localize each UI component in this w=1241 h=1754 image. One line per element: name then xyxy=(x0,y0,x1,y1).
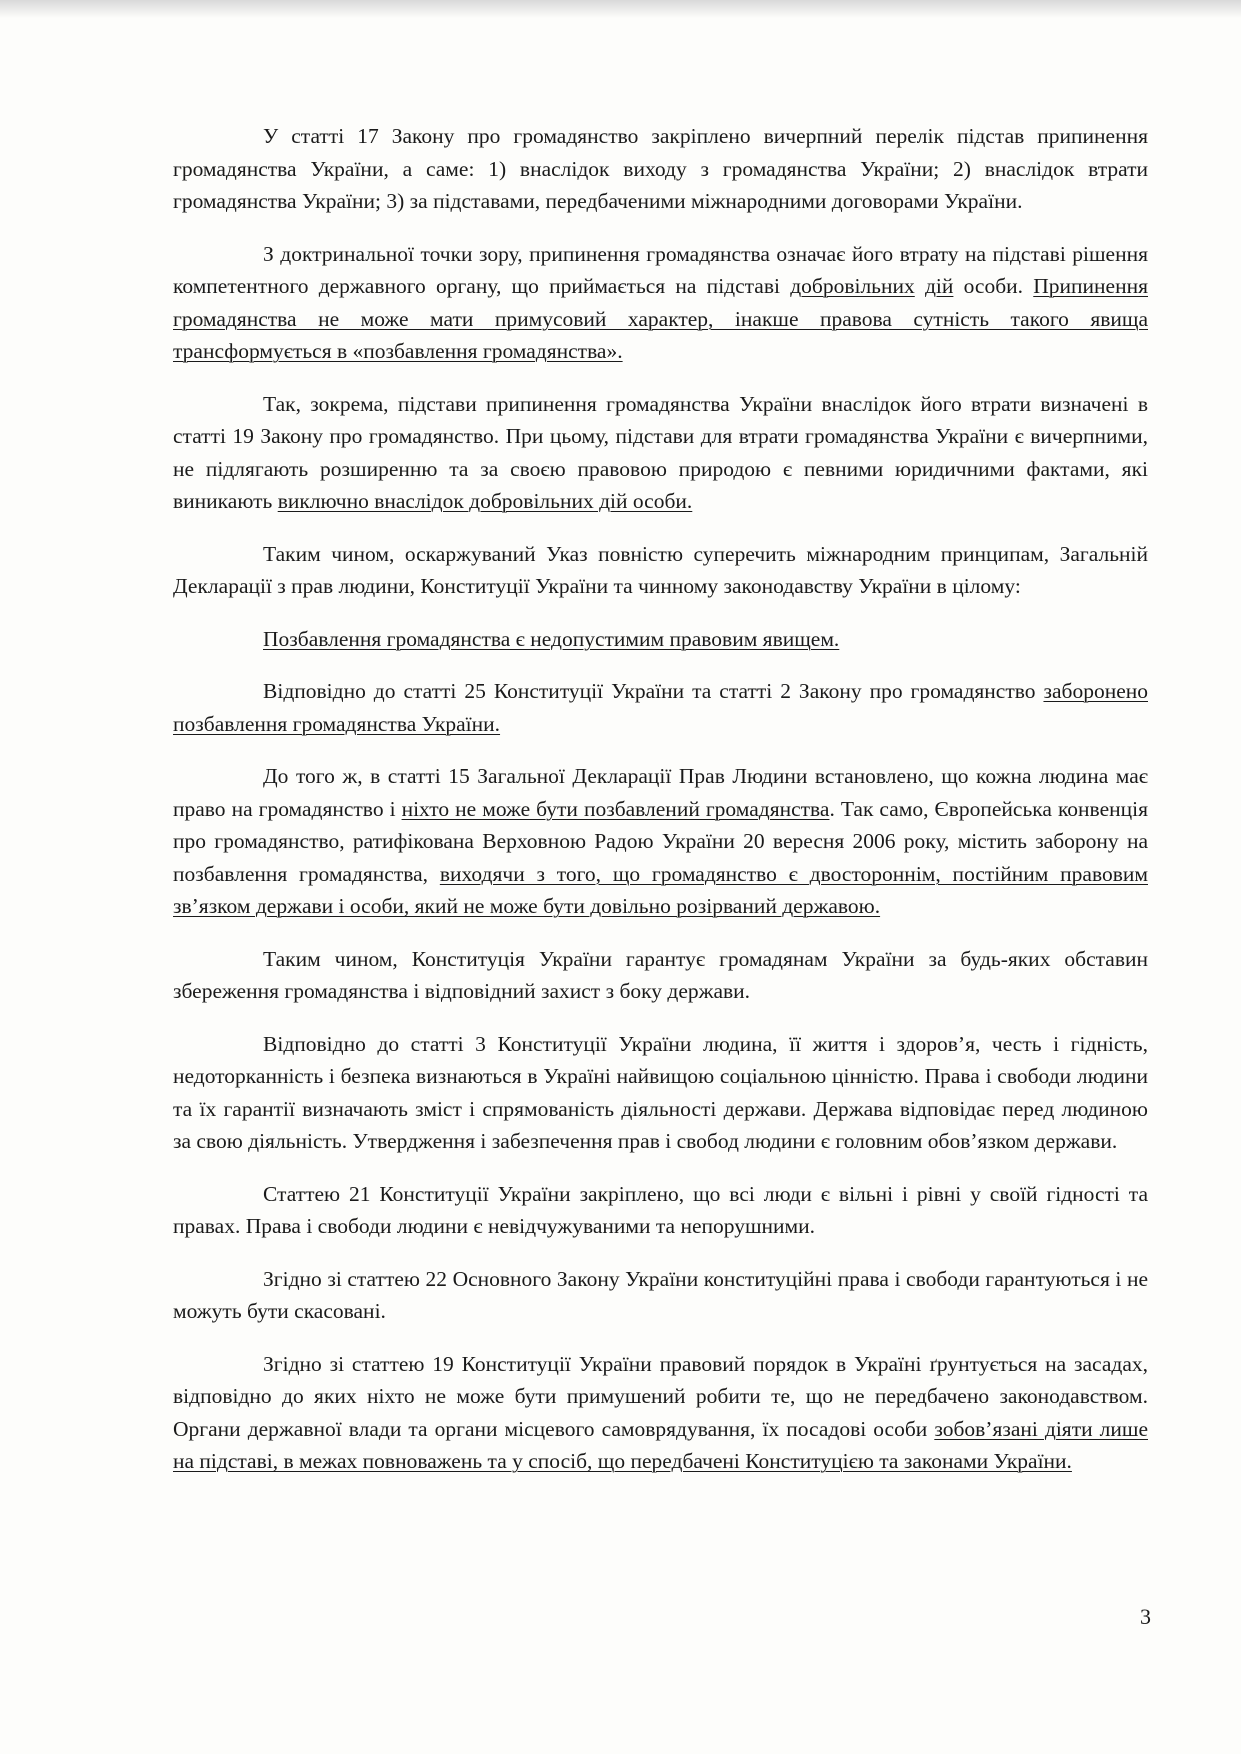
text-segment: З доктринальної точки зору, припинення громадянства означає його втрату на підставі рішення компетентного державного органу, що приймається на підставі xyxy=(173,241,1148,298)
text-segment: У статті 17 Закону про громадянство закріплено вичерпний перелік підстав припинення громадянства України, а саме: 1) внаслідок виходу з громадянства України; 2) внаслідок втрати громадянства України; 3) за підставами, передбаченими міжнародними договорами України. xyxy=(173,124,1148,213)
text-segment: Таким чином, Конституція України гарантує громадянам України за будь-яких обставин збереження громадянства і відповідний захист з боку держави. xyxy=(173,946,1148,1003)
text-segment xyxy=(915,274,925,298)
underlined-text: виключно внаслідок добровільних дій особи. xyxy=(277,489,693,513)
underlined-text: заборонено позбавлення громадянства України. xyxy=(173,679,1148,736)
paragraph xyxy=(173,1028,1148,1158)
paragraph xyxy=(173,538,1148,603)
underlined-text: зобов’язані діяти лише на підставі, в межах повноважень та у спосіб, що передбачені Конституцією та законами України. xyxy=(173,1416,1148,1473)
text-segment: Так, зокрема, підстави припинення громадянства України внаслідок його втрати визначені в статті 19 Закону про громадянство. При цьому, підстави для втрати громадянства України є вичерпними, не підлягають розширенню та за своєю правовою природою є певними юридичними фактами, які виникають xyxy=(173,391,1148,513)
underlined-text: виходячи з того, що громадянство є двостороннім, постійним правовим зв’язком держави і особи, який не може бути довільно розірваний державою. xyxy=(173,861,1148,918)
paragraph xyxy=(173,238,1148,368)
paragraph xyxy=(173,1348,1148,1478)
paragraph xyxy=(173,1263,1148,1328)
paragraph xyxy=(173,120,1148,218)
paragraph xyxy=(173,943,1148,1008)
page-number: 3 xyxy=(1140,1604,1151,1629)
text-segment: . Так само, Європейська конвенція про громадянство, ратифікована Верховною Радою України 20 вересня 2006 року, містить заборону на позбавлення громадянства, xyxy=(173,796,1148,886)
text-segment: Відповідно до статті 25 Конституції України та статті 2 Закону про громадянство xyxy=(263,679,1044,703)
text-segment: Відповідно до статті 3 Конституції України людина, її життя і здоров’я, честь і гідність, недоторканність і безпека визнаються в Україні найвищою соціальною цінністю. Права і свободи людини та їх гарантії визначають зміст і спрямованість діяльності держави. Держава відповідає перед людиною за свою діяльність. Утвердження і забезпечення прав і свобод людини є головним обов’язком держави. xyxy=(173,1031,1148,1153)
text-segment: Статтею 21 Конституції України закріплено, що всі люди є вільні і рівні у своїй гідності та правах. Права і свободи людини є невідчужуваними та непорушними. xyxy=(173,1181,1148,1238)
underlined-text: дій xyxy=(924,274,954,298)
document-body xyxy=(173,120,1148,1498)
paragraph xyxy=(173,388,1148,518)
underlined-text: ніхто не може бути позбавлений громадянства xyxy=(401,796,830,821)
underlined-text: Припинення громадянства не може мати примусовий характер, інакше правова сутність такого явища трансформується в «позбавлення громадянства». xyxy=(173,274,1148,363)
underlined-text: добровільних xyxy=(790,274,915,298)
paragraph xyxy=(173,760,1148,923)
paragraph xyxy=(173,1178,1148,1243)
text-segment: До того ж, в статті 15 Загальної Декларації Прав Людини встановлено, що кожна людина має право на громадянство і xyxy=(173,764,1148,821)
paragraph xyxy=(173,623,1148,656)
scan-top-shadow xyxy=(0,0,1241,18)
text-segment: Згідно зі статтею 19 Конституції України правовий порядок в Україні ґрунтується на засадах, відповідно до яких ніхто не може бути примушений робити те, що не передбачено законодавством. Органи державної влади та органи місцевого самоврядування, їх посадові особи xyxy=(173,1351,1148,1441)
text-segment: Згідно зі статтею 22 Основного Закону України конституційні права і свободи гарантуються і не можуть бути скасовані. xyxy=(173,1266,1148,1323)
text-segment: Таким чином, оскаржуваний Указ повністю суперечить міжнародним принципам, Загальній Декларації з прав людини, Конституції України та чинному законодавству України в цілому: xyxy=(173,541,1148,598)
text-segment: особи. xyxy=(953,274,1034,298)
underlined-text: Позбавлення громадянства є недопустимим правовим явищем. xyxy=(263,626,840,651)
paragraph xyxy=(173,675,1148,740)
